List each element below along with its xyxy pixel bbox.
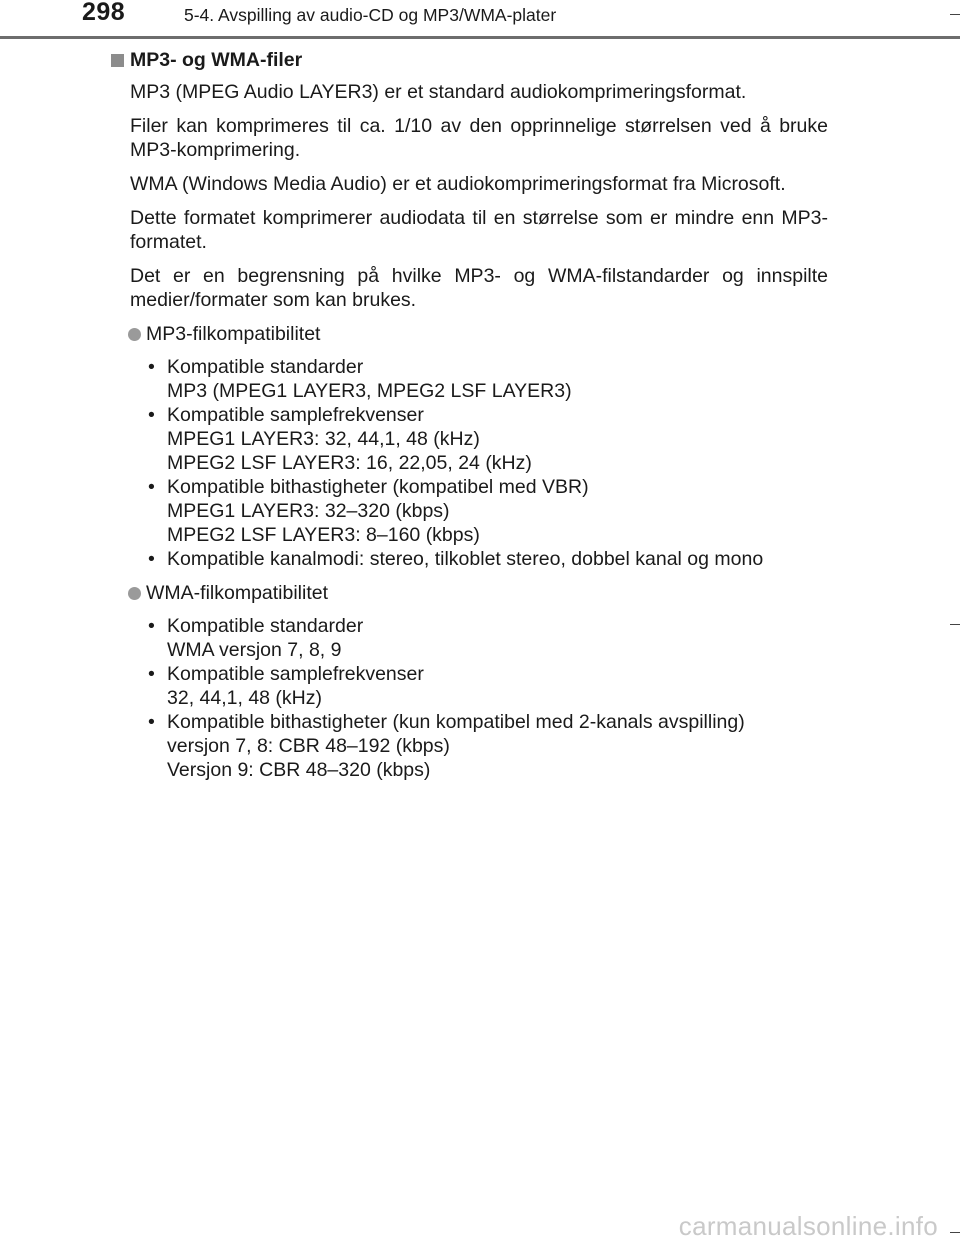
list-item-label: Kompatible samplefrekvenser	[167, 404, 424, 426]
list-item-detail: Versjon 9: CBR 48–320 (kbps)	[167, 759, 431, 781]
wma-title: WMA-filkompatibilitet	[146, 582, 329, 604]
list-item-detail: MPEG1 LAYER3: 32–320 (kbps)	[167, 500, 450, 522]
list-item-label: Kompatible bithastigheter (kun kompatibel med 2-kanals avspilling)	[167, 711, 745, 733]
section-paragraphs	[108, 80, 828, 312]
square-bullet-icon	[111, 54, 124, 67]
list-item	[108, 355, 828, 403]
bullet-dot-icon: •	[148, 404, 155, 426]
list-item-label: Kompatible kanalmodi: stereo, tilkoblet stereo, dobbel kanal og mono	[167, 548, 764, 570]
header-rule	[0, 36, 960, 39]
bullet-dot-icon: •	[148, 615, 155, 637]
mp3-heading	[128, 322, 828, 346]
section-heading	[111, 48, 828, 72]
list-item	[108, 475, 828, 547]
wma-list	[108, 614, 828, 782]
list-item-label: Kompatible standarder	[167, 615, 364, 637]
list-item-label: Kompatible samplefrekvenser	[167, 663, 424, 685]
list-item	[108, 547, 828, 571]
paragraph: Filer kan komprimeres til ca. 1/10 av den opprinnelige størrelsen ved å bruke MP3-komprimering.	[130, 115, 828, 161]
list-item	[108, 662, 828, 710]
list-item-detail: MP3 (MPEG1 LAYER3, MPEG2 LSF LAYER3)	[167, 380, 572, 402]
mp3-list	[108, 355, 828, 571]
bullet-dot-icon: •	[148, 711, 155, 733]
paragraph: Dette formatet komprimerer audiodata til en størrelse som er mindre enn MP3-formatet.	[130, 207, 828, 253]
list-item-detail: MPEG2 LSF LAYER3: 8–160 (kbps)	[167, 524, 480, 546]
page-number: 298	[82, 0, 126, 26]
wma-heading	[128, 581, 828, 605]
bullet-dot-icon: •	[148, 356, 155, 378]
main-content	[108, 48, 828, 782]
paragraph: MP3 (MPEG Audio LAYER3) er et standard audiokomprimeringsformat.	[130, 81, 747, 103]
crop-mark-middle	[950, 624, 960, 625]
paragraph: Det er en begrensning på hvilke MP3- og WMA-filstandarder og innspilte medier/formater som kan brukes.	[130, 265, 828, 311]
list-item-detail: MPEG2 LSF LAYER3: 16, 22,05, 24 (kHz)	[167, 452, 532, 474]
list-item-detail: 32, 44,1, 48 (kHz)	[167, 687, 322, 709]
circle-bullet-icon	[128, 587, 141, 600]
list-item-label: Kompatible bithastigheter (kompatibel med VBR)	[167, 476, 589, 498]
list-item-detail: versjon 7, 8: CBR 48–192 (kbps)	[167, 735, 450, 757]
bullet-dot-icon: •	[148, 476, 155, 498]
list-item	[108, 403, 828, 475]
crop-mark-top	[950, 14, 960, 15]
list-item-detail: WMA versjon 7, 8, 9	[167, 639, 342, 661]
list-item-detail: MPEG1 LAYER3: 32, 44,1, 48 (kHz)	[167, 428, 480, 450]
section-title: MP3- og WMA-filer	[130, 49, 303, 71]
mp3-title: MP3-filkompatibilitet	[146, 323, 321, 345]
paragraph: WMA (Windows Media Audio) er et audiokomprimeringsformat fra Microsoft.	[130, 173, 786, 195]
circle-bullet-icon	[128, 328, 141, 341]
crop-mark-bottom	[950, 1232, 960, 1233]
list-item	[108, 614, 828, 662]
running-head: 5-4. Avspilling av audio-CD og MP3/WMA-plater	[184, 5, 557, 25]
list-item-label: Kompatible standarder	[167, 356, 364, 378]
list-item	[108, 710, 828, 782]
footer-watermark: carmanualsonline.info	[678, 1211, 938, 1241]
bullet-dot-icon: •	[148, 548, 155, 570]
bullet-dot-icon: •	[148, 663, 155, 685]
